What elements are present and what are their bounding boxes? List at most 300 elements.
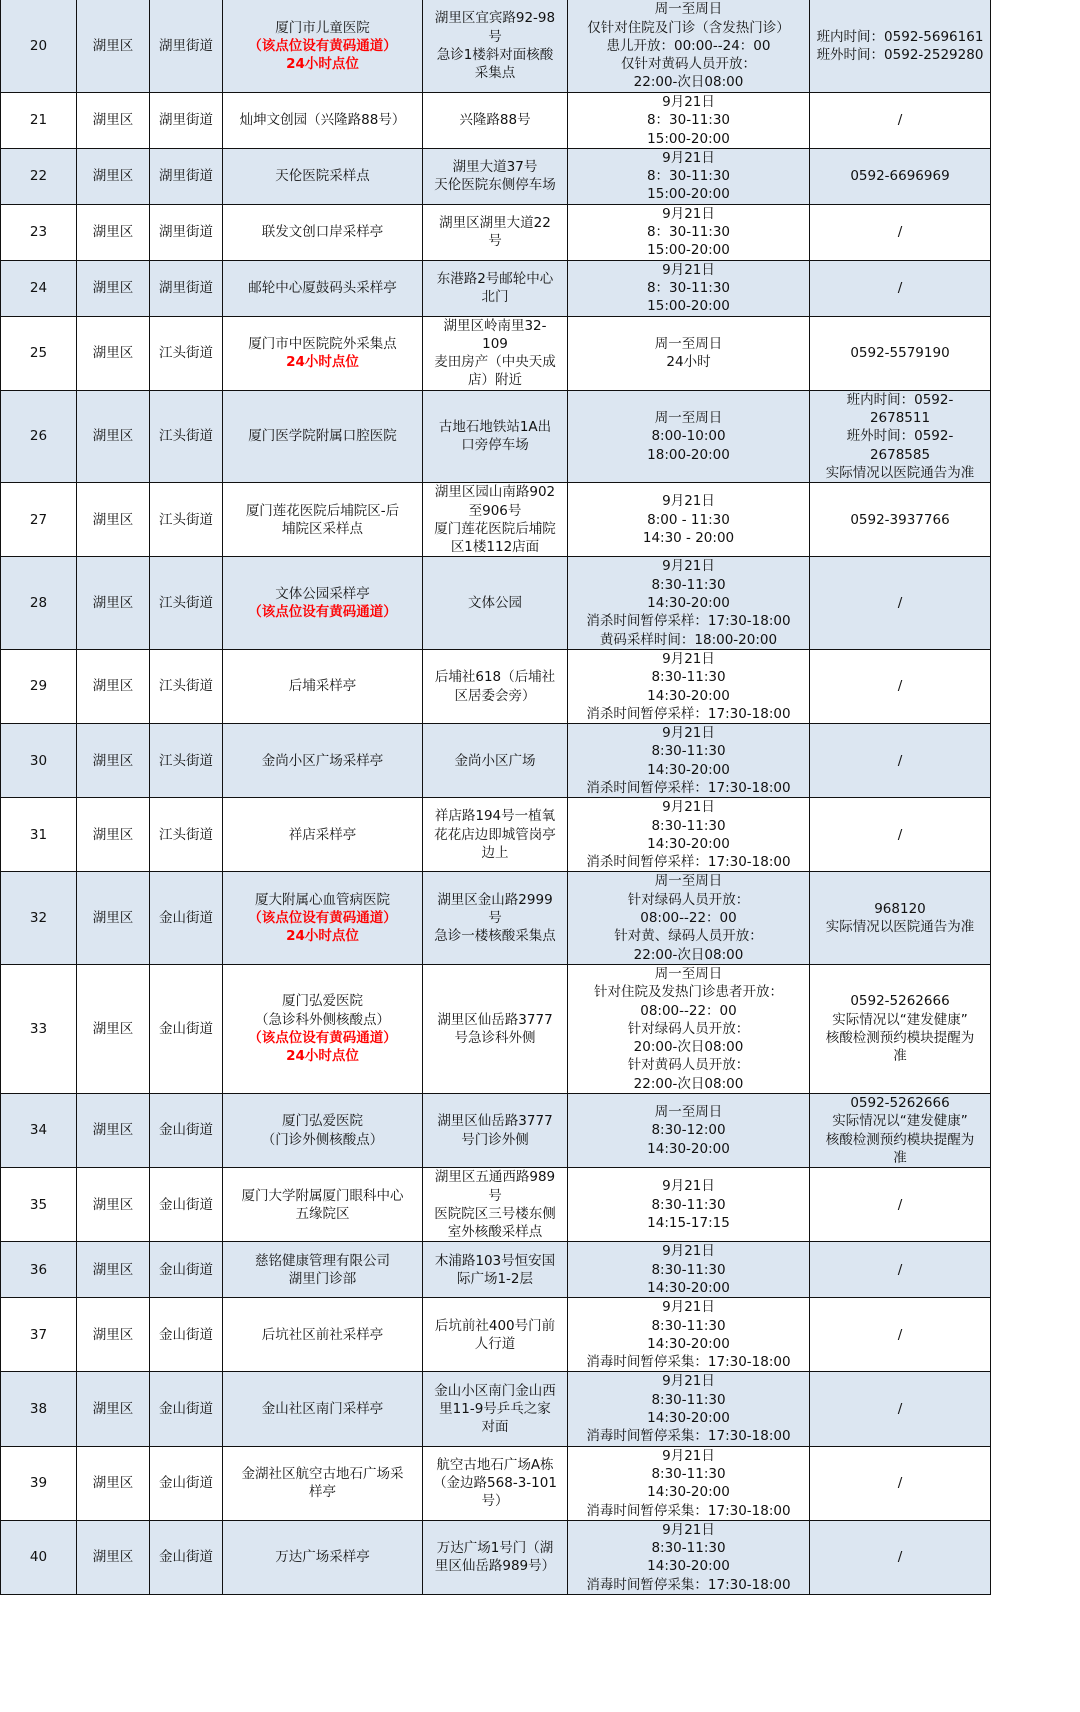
- cell-hours-line: 8：30-11:30: [646, 112, 731, 129]
- cell-site-name: [223, 1094, 423, 1168]
- cell-hours-line: 8:00 - 11:30: [647, 511, 730, 528]
- cell-street: [150, 1298, 223, 1372]
- cell-address-line: 后坑前社400号门前: [434, 1317, 556, 1334]
- cell-hours-line: 患儿开放：00:00--24：00: [606, 37, 771, 54]
- cell-district-text: 湖里区: [92, 1196, 134, 1213]
- cell-hours-line: 9月21日: [662, 1373, 715, 1390]
- cell-hours-line: 周一至周日: [654, 410, 723, 427]
- cell-district-text: 湖里区: [92, 224, 134, 241]
- cell-phone: [810, 93, 991, 149]
- cell-district-text: 湖里区: [92, 678, 134, 695]
- cell-site-name-line: 慈铭健康管理有限公司: [255, 1252, 390, 1269]
- cell-address-line: 109: [482, 335, 508, 352]
- highlight-note: 24小时点位: [286, 928, 359, 945]
- cell-number: [1, 1168, 77, 1242]
- cell-number-text: 26: [29, 428, 48, 445]
- cell-site-name: [223, 1520, 423, 1594]
- cell-number-text: 29: [29, 678, 48, 695]
- highlight-note: （该点位设有黄码通道）: [248, 37, 397, 54]
- cell-number: [1, 964, 77, 1093]
- cell-address: [423, 1168, 568, 1242]
- cell-hours-line: 14:30-20:00: [647, 1280, 730, 1296]
- cell-street: [150, 798, 223, 872]
- cell-hours-line: 黄码采样时间：18:00-20:00: [599, 631, 778, 648]
- cell-street: [150, 557, 223, 649]
- cell-number-text: 32: [29, 910, 48, 927]
- cell-hours: [568, 1298, 810, 1372]
- cell-address: [423, 390, 568, 482]
- cell-address-line: 湖里区湖里大道22: [439, 214, 551, 231]
- cell-phone: [810, 798, 991, 872]
- cell-hours-line: 8:30-12:00: [651, 1122, 726, 1139]
- cell-street: [150, 1446, 223, 1520]
- table-row: [1, 1372, 991, 1446]
- cell-hours: [568, 1372, 810, 1446]
- cell-hours-line: 9月21日: [662, 1243, 715, 1260]
- cell-address-line: 花花店边即城管岗亭: [434, 826, 556, 843]
- cell-phone-line: /: [897, 1261, 903, 1278]
- cell-district: [77, 1446, 150, 1520]
- cell-hours: [568, 1168, 810, 1242]
- cell-address: [423, 1094, 568, 1168]
- cell-district-text: 湖里区: [92, 168, 134, 185]
- cell-street-text: 金山街道: [159, 1326, 213, 1343]
- cell-district-text: 湖里区: [92, 1122, 134, 1139]
- cell-phone: [810, 557, 991, 649]
- cell-street-text: 湖里街道: [159, 37, 213, 54]
- cell-hours-line: 22:00-次日08:00: [633, 1075, 744, 1092]
- cell-phone: [810, 260, 991, 316]
- cell-site-name: [223, 0, 423, 93]
- cell-site-name-line: （急诊科外侧核酸点）: [255, 1011, 390, 1028]
- cell-hours: [568, 93, 810, 149]
- cell-hours: [568, 964, 810, 1093]
- cell-street: [150, 649, 223, 723]
- cell-hours-line: 8:30-11:30: [651, 1261, 726, 1278]
- cell-hours-line: 15:00-20:00: [647, 130, 730, 147]
- cell-phone-line: /: [897, 1549, 903, 1566]
- cell-address-line: 区1楼112店面: [450, 539, 540, 556]
- cell-street: [150, 390, 223, 482]
- table-row: [1, 964, 991, 1093]
- cell-hours-line: 9月21日: [662, 493, 715, 510]
- cell-number: [1, 93, 77, 149]
- cell-phone-line: 2678585: [869, 446, 931, 463]
- table-row: [1, 1168, 991, 1242]
- cell-site-name-line: 天伦医院采样点: [275, 168, 370, 185]
- cell-address-line: 麦田房产（中央天成: [434, 354, 556, 371]
- cell-address: [423, 724, 568, 798]
- cell-address-line: 号: [488, 233, 502, 250]
- cell-hours-line: 8:30-11:30: [651, 1540, 726, 1557]
- cell-address: [423, 260, 568, 316]
- cell-number-text: 35: [29, 1196, 48, 1213]
- cell-street: [150, 0, 223, 93]
- cell-address: [423, 93, 568, 149]
- cell-number: [1, 649, 77, 723]
- cell-hours-line: 9月21日: [662, 799, 715, 816]
- cell-district: [77, 316, 150, 390]
- cell-hours-line: 周一至周日: [654, 873, 723, 890]
- cell-street-text: 金山街道: [159, 1261, 213, 1278]
- cell-district-text: 湖里区: [92, 1326, 134, 1343]
- cell-address-line: 祥店路194号一植氧: [434, 808, 556, 825]
- cell-hours-line: 消杀时间暂停采样：17:30-18:00: [586, 854, 791, 871]
- cell-address-line: 区居委会旁）: [454, 687, 536, 704]
- cell-hours-line: 9月21日: [662, 205, 715, 222]
- table-row: [1, 148, 991, 204]
- cell-address: [423, 798, 568, 872]
- cell-phone-line: /: [897, 1475, 903, 1492]
- table-body: [1, 0, 991, 1595]
- cell-district: [77, 1242, 150, 1298]
- cell-phone-line: /: [897, 595, 903, 612]
- cell-address: [423, 872, 568, 964]
- cell-district: [77, 1520, 150, 1594]
- cell-hours-line: 14:30-20:00: [647, 1484, 730, 1501]
- table-row: [1, 93, 991, 149]
- cell-phone-line: /: [897, 279, 903, 296]
- cell-hours-line: 周一至周日: [654, 335, 723, 352]
- cell-address-line: 至906号: [468, 502, 522, 519]
- cell-street: [150, 1520, 223, 1594]
- cell-hours-line: 8:30-11:30: [651, 1465, 726, 1482]
- cell-hours-line: 9月21日: [662, 558, 715, 575]
- cell-number-text: 27: [29, 511, 48, 528]
- cell-hours: [568, 390, 810, 482]
- cell-address-line: 航空古地石广场A栋: [436, 1456, 554, 1473]
- cell-number-text: 31: [29, 826, 48, 843]
- cell-district: [77, 1372, 150, 1446]
- cell-hours-line: 14:15-17:15: [647, 1214, 730, 1231]
- highlight-note: 24小时点位: [286, 1048, 359, 1065]
- cell-phone: [810, 1446, 991, 1520]
- cell-street-text: 金山街道: [159, 1475, 213, 1492]
- cell-street-text: 湖里街道: [159, 112, 213, 129]
- table-row: [1, 1446, 991, 1520]
- cell-site-name-line: 后埔采样亭: [288, 678, 357, 695]
- cell-hours-line: 消毒时间暂停采集：17:30-18:00: [586, 1576, 791, 1593]
- cell-street-text: 湖里街道: [159, 224, 213, 241]
- cell-hours-line: 针对绿码人员开放：: [627, 1020, 750, 1037]
- cell-hours-line: 8:00-10:00: [651, 428, 726, 445]
- cell-address-line: 厦门莲花医院后埔院: [434, 520, 556, 537]
- cell-hours-line: 消杀时间暂停采样：17:30-18:00: [586, 705, 791, 722]
- cell-phone: [810, 1298, 991, 1372]
- table-row: [1, 260, 991, 316]
- cell-site-name: [223, 964, 423, 1093]
- cell-site-name-line: （门诊外侧核酸点）: [261, 1131, 384, 1148]
- cell-phone-line: /: [897, 112, 903, 129]
- cell-hours-line: 14:30 - 20:00: [642, 529, 735, 546]
- cell-street-text: 江头街道: [159, 511, 213, 528]
- cell-number-text: 25: [29, 345, 48, 361]
- cell-address: [423, 557, 568, 649]
- cell-number: [1, 1242, 77, 1298]
- cell-phone-line: 实际情况以“建发健康”: [832, 1011, 968, 1028]
- cell-site-name-line: 金湖社区航空古地石广场采: [241, 1465, 404, 1482]
- cell-number: [1, 390, 77, 482]
- cell-site-name: [223, 148, 423, 204]
- table-row: [1, 204, 991, 260]
- cell-address: [423, 148, 568, 204]
- cell-hours-line: 消毒时间暂停采集：17:30-18:00: [586, 1354, 791, 1371]
- cell-number: [1, 316, 77, 390]
- cell-phone-line: /: [897, 752, 903, 769]
- cell-hours-line: 22:00-次日08:00: [633, 946, 744, 963]
- cell-address-line: 湖里区仙岳路3777: [437, 1113, 553, 1130]
- cell-site-name: [223, 1372, 423, 1446]
- cell-site-name: [223, 93, 423, 149]
- cell-site-name-line: 后坑社区前社采样亭: [261, 1326, 384, 1343]
- cell-hours-line: 周一至周日: [654, 1104, 723, 1121]
- cell-hours-line: 消毒时间暂停采集：17:30-18:00: [586, 1502, 791, 1519]
- cell-phone: [810, 1372, 991, 1446]
- cell-number-text: 36: [29, 1261, 48, 1278]
- cell-address-line: 采集点: [474, 65, 516, 82]
- cell-district: [77, 964, 150, 1093]
- cell-address-line: 医院院区三号楼东侧: [434, 1205, 556, 1222]
- cell-district-text: 湖里区: [92, 752, 134, 769]
- cell-address-line: 号急诊科外侧: [454, 1029, 536, 1046]
- cell-phone-line: /: [897, 678, 903, 695]
- cell-hours: [568, 1446, 810, 1520]
- cell-district-text: 湖里区: [92, 279, 134, 296]
- cell-district-text: 湖里区: [92, 112, 134, 129]
- cell-hours-line: 9月21日: [662, 725, 715, 742]
- cell-district: [77, 798, 150, 872]
- cell-address-line: 号门诊外侧: [461, 1131, 529, 1148]
- cell-phone: [810, 964, 991, 1093]
- cell-phone-line: 班外时间：0592-: [846, 428, 954, 445]
- cell-hours-line: 周一至周日: [654, 1, 723, 18]
- cell-hours-line: 针对住院及发热门诊患者开放：: [594, 984, 783, 1001]
- cell-street: [150, 483, 223, 557]
- cell-address-line: 后埔社618（后埔社: [434, 669, 556, 686]
- cell-hours-line: 针对黄码人员开放：: [627, 1057, 750, 1074]
- cell-address-line: 湖里区金山路2999: [437, 891, 553, 908]
- cell-address-line: 天伦医院东侧停车场: [434, 177, 556, 194]
- cell-hours-line: 消毒时间暂停采集：17:30-18:00: [586, 1428, 791, 1445]
- cell-street-text: 金山街道: [159, 1020, 213, 1037]
- cell-address: [423, 1520, 568, 1594]
- cell-hours-line: 14:30-20:00: [647, 1410, 730, 1427]
- cell-hours-line: 14:30-20:00: [647, 1558, 730, 1575]
- cell-phone-line: /: [897, 1196, 903, 1213]
- cell-site-name-line: 厦门市儿童医院: [275, 19, 370, 36]
- table-row: [1, 483, 991, 557]
- cell-phone-line: 实际情况以医院通告为准: [825, 464, 975, 481]
- cell-hours-line: 8:30-11:30: [651, 1196, 726, 1213]
- table-row: [1, 649, 991, 723]
- cell-site-name: [223, 724, 423, 798]
- table-row: [1, 1520, 991, 1594]
- cell-street-text: 江头街道: [159, 595, 213, 612]
- cell-hours-line: 8:30-11:30: [651, 576, 726, 593]
- cell-number: [1, 1298, 77, 1372]
- cell-site-name-line: 埔院区采样点: [282, 520, 363, 537]
- cell-hours: [568, 872, 810, 964]
- cell-address-line: 木浦路103号恒安国: [434, 1252, 556, 1269]
- cell-street-text: 江头街道: [159, 678, 213, 695]
- cell-phone: [810, 649, 991, 723]
- cell-phone: [810, 872, 991, 964]
- cell-district-text: 湖里区: [92, 428, 134, 445]
- cell-hours-line: 8：30-11:30: [646, 168, 731, 185]
- cell-phone-line: 0592-3937766: [850, 511, 950, 528]
- cell-hours-line: 14:30-20:00: [647, 835, 730, 852]
- cell-hours-line: 15:00-20:00: [647, 298, 730, 315]
- table-row: [1, 872, 991, 964]
- cell-hours: [568, 148, 810, 204]
- cell-phone: [810, 1168, 991, 1242]
- cell-site-name: [223, 390, 423, 482]
- table-row: [1, 316, 991, 390]
- cell-number-text: 40: [29, 1549, 48, 1566]
- cell-number-text: 21: [29, 112, 48, 129]
- cell-address: [423, 0, 568, 93]
- highlight-note: （该点位设有黄码通道）: [248, 1029, 397, 1046]
- cell-hours-line: 08:00--22：00: [640, 1002, 737, 1019]
- cell-site-name-line: 样亭: [309, 1484, 336, 1501]
- cell-phone-line: 0592-5262666: [850, 1095, 950, 1112]
- cell-hours-line: 18:00-20:00: [647, 446, 730, 463]
- cell-hours: [568, 483, 810, 557]
- cell-number-text: 30: [29, 752, 48, 769]
- cell-phone: [810, 316, 991, 390]
- cell-address-line: 店）附近: [468, 372, 522, 389]
- cell-phone-line: 实际情况以医院通告为准: [825, 919, 975, 936]
- cell-district-text: 湖里区: [92, 826, 134, 843]
- cell-street-text: 江头街道: [159, 826, 213, 843]
- cell-number-text: 34: [29, 1122, 48, 1139]
- cell-district-text: 湖里区: [92, 1549, 134, 1566]
- cell-address-line: 湖里区仙岳路3777: [437, 1011, 553, 1028]
- cell-street: [150, 260, 223, 316]
- cell-site-name: [223, 1168, 423, 1242]
- cell-site-name-line: 联发文创口岸采样亭: [261, 224, 384, 241]
- cell-number-text: 20: [29, 37, 48, 54]
- cell-site-name-line: 厦门市中医院院外采集点: [248, 335, 397, 352]
- cell-address-line: 对面: [481, 1419, 509, 1436]
- cell-site-name-line: 厦门弘爱医院: [282, 993, 363, 1010]
- cell-hours-line: 9月21日: [662, 1521, 715, 1538]
- cell-address-line: 北门: [481, 289, 509, 306]
- cell-district: [77, 724, 150, 798]
- cell-address: [423, 204, 568, 260]
- cell-district-text: 湖里区: [92, 1020, 134, 1037]
- cell-phone-line: 968120: [874, 900, 926, 917]
- cell-phone-line: 核酸检测预约模块提醒为: [825, 1029, 975, 1046]
- cell-site-name: [223, 260, 423, 316]
- cell-site-name-line: 厦门弘爱医院: [282, 1113, 363, 1130]
- cell-site-name: [223, 316, 423, 390]
- highlight-note: 24小时点位: [286, 56, 359, 73]
- cell-address-line: 号: [488, 28, 502, 45]
- cell-address-line: 湖里区岭南里32-: [443, 317, 547, 334]
- cell-number: [1, 724, 77, 798]
- cell-district: [77, 1168, 150, 1242]
- cell-phone-line: /: [897, 1326, 903, 1343]
- cell-phone-line: 0592-5579190: [850, 345, 950, 361]
- cell-address: [423, 1298, 568, 1372]
- cell-site-name: [223, 204, 423, 260]
- cell-hours-line: 20:00-次日08:00: [633, 1039, 744, 1056]
- cell-street-text: 江头街道: [159, 345, 213, 361]
- cell-address-line: 湖里区园山南路902: [434, 484, 556, 501]
- cell-district-text: 湖里区: [92, 511, 134, 528]
- cell-district: [77, 93, 150, 149]
- cell-hours-line: 8:30-11:30: [651, 743, 726, 760]
- cell-number: [1, 798, 77, 872]
- cell-address-line: 际广场1-2层: [456, 1270, 534, 1287]
- cell-phone: [810, 390, 991, 482]
- table-row: [1, 1242, 991, 1298]
- cell-district: [77, 1094, 150, 1168]
- table-row: [1, 724, 991, 798]
- cell-address-line: 万达广场1号门（湖: [436, 1540, 554, 1557]
- cell-street-text: 湖里街道: [159, 168, 213, 185]
- cell-site-name-line: 金尚小区广场采样亭: [261, 752, 384, 769]
- cell-number-text: 33: [29, 1020, 48, 1037]
- cell-street: [150, 1242, 223, 1298]
- cell-street: [150, 1168, 223, 1242]
- cell-hours-line: 9月21日: [662, 149, 715, 166]
- cell-district: [77, 204, 150, 260]
- cell-number-text: 22: [29, 168, 48, 185]
- cell-address: [423, 1242, 568, 1298]
- cell-hours-line: 15:00-20:00: [647, 242, 730, 259]
- cell-phone: [810, 204, 991, 260]
- cell-street-text: 江头街道: [159, 752, 213, 769]
- cell-hours-line: 9月21日: [662, 1178, 715, 1195]
- cell-site-name-line: 灿坤文创园（兴隆路88号）: [239, 112, 406, 129]
- cell-site-name: [223, 649, 423, 723]
- cell-hours: [568, 316, 810, 390]
- cell-district: [77, 557, 150, 649]
- cell-hours-line: 14:30-20:00: [647, 687, 730, 704]
- cell-hours-line: 14:30-20:00: [647, 761, 730, 778]
- cell-address: [423, 649, 568, 723]
- cell-district-text: 湖里区: [92, 595, 134, 612]
- cell-hours-line: 消杀时间暂停采样：17:30-18:00: [586, 779, 791, 796]
- cell-site-name: [223, 798, 423, 872]
- cell-street: [150, 1372, 223, 1446]
- cell-district-text: 湖里区: [92, 345, 134, 361]
- cell-address-line: 里11-9号乒乓之家: [439, 1400, 551, 1417]
- cell-street: [150, 93, 223, 149]
- cell-phone-line: 班内时间：0592-5696161: [816, 28, 984, 45]
- cell-phone-line: /: [897, 826, 903, 843]
- cell-address-line: 急诊1楼斜对面核酸: [436, 47, 554, 63]
- cell-site-name-line: 厦门莲花医院后埔院区-后: [245, 502, 400, 519]
- cell-address: [423, 316, 568, 390]
- cell-address-line: 边上: [481, 845, 509, 862]
- cell-address-line: 金尚小区广场: [454, 752, 536, 769]
- cell-phone: [810, 1520, 991, 1594]
- cell-site-name-line: 五缘院区: [295, 1205, 350, 1222]
- cell-district: [77, 649, 150, 723]
- cell-district: [77, 260, 150, 316]
- cell-address-line: 金山小区南门金山西: [434, 1382, 556, 1399]
- cell-address-line: 号: [488, 1187, 502, 1204]
- table-row: [1, 798, 991, 872]
- cell-hours-line: 9月21日: [662, 650, 715, 667]
- cell-hours-line: 22:00-次日08:00: [633, 74, 744, 91]
- cell-number: [1, 1372, 77, 1446]
- cell-phone-line: 0592-6696969: [850, 168, 950, 185]
- cell-address-line: 急诊一楼核酸采集点: [434, 928, 556, 945]
